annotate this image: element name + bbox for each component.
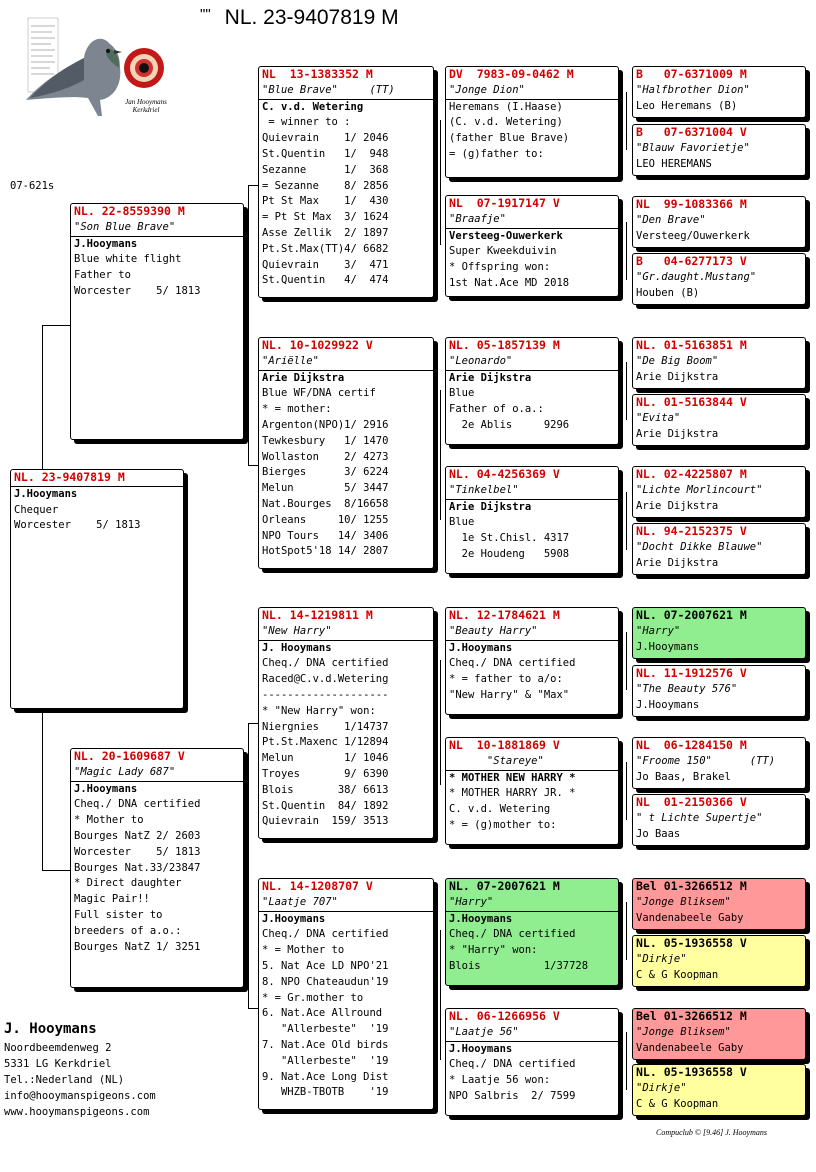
info-line: = winner to :	[262, 116, 351, 129]
info-line: Cheq./ DNA certified	[262, 657, 389, 670]
pigeon-name: "Beauty Harry"	[446, 624, 618, 641]
ring-number: NL 99-1083366 M	[636, 197, 747, 211]
owner-line: Arie Dijkstra	[449, 371, 532, 384]
connector	[440, 120, 441, 245]
connector	[248, 185, 258, 186]
owner-line: J. Hooymans	[262, 641, 332, 654]
info-line: * Mother to	[74, 814, 144, 827]
connector	[42, 712, 43, 870]
info-line: Pt.St.Maxenc 1/12894	[262, 736, 389, 749]
info-line: * "Harry" won:	[449, 944, 538, 957]
owner-line: J.Hooymans	[74, 782, 138, 795]
info-line: Blue	[449, 516, 475, 529]
info-line: * Direct daughter	[74, 877, 182, 890]
connector	[42, 325, 70, 326]
ring-number: B 07-6371009 M	[636, 67, 747, 81]
info-line: St.Quentin 4/ 474	[262, 274, 389, 287]
ring-number: NL. 11-1912576 V	[636, 666, 747, 680]
info-line: Niergnies 1/14737	[262, 720, 389, 733]
g4-card-13	[632, 878, 806, 930]
g4-card-10	[632, 665, 806, 717]
dam-sire-card	[258, 607, 434, 839]
g4-card-12	[632, 794, 806, 846]
ring-number: NL. 01-5163844 V	[636, 395, 747, 409]
ring-number: NL. 01-5163851 M	[636, 338, 747, 352]
info-line: "New Harry" & "Max"	[449, 688, 570, 701]
ssd-card	[445, 195, 619, 297]
info-line: C. v.d. Wetering	[449, 803, 551, 816]
info-line: 2e Houdeng 5908	[449, 547, 570, 560]
info-line: Worcester 5/ 1813	[74, 845, 201, 858]
info-line: 8. NPO Chateaudun'19	[262, 975, 389, 988]
title-quotes: ""	[200, 6, 211, 23]
info-line: 6. Nat.Ace Allround	[262, 1007, 383, 1020]
ring-number: NL 13-1383352 M	[262, 67, 373, 81]
email-link[interactable]: info@hooymanspigeons.com	[4, 1090, 156, 1102]
dsd-card	[445, 737, 619, 845]
ring-number: B 04-6277173 V	[636, 254, 747, 268]
pedigree-title	[200, 6, 399, 30]
owner-line: J.Hooymans	[14, 487, 78, 500]
pigeon-name: "Halfbrother Dion"	[636, 83, 750, 96]
g4-card-16	[632, 1064, 806, 1116]
owner-line: * MOTHER NEW HARRY *	[449, 771, 576, 784]
info-line: = Pt St Max 3/ 1624	[262, 211, 389, 224]
info-line: (C. v.d. Wetering)	[449, 116, 563, 129]
owner-line: Jo Baas, Brakel	[636, 770, 731, 783]
info-line: NPO Tours 14/ 3406	[262, 529, 389, 542]
ring-number: NL. 02-4225807 M	[636, 467, 747, 481]
info-line: "Allerbeste" '19	[262, 1054, 389, 1067]
pigeon-name: "Leonardo"	[446, 354, 618, 371]
info-line: = (g)father to:	[449, 147, 544, 160]
dam-dam-card	[258, 878, 434, 1110]
info-line: 1st Nat.Ace MD 2018	[449, 276, 570, 289]
owner-line: Houben (B)	[636, 286, 700, 299]
connector	[626, 362, 627, 420]
owner-line: C & G Koopman	[636, 1097, 719, 1110]
connector	[440, 660, 441, 785]
ring-number: NL. 07-2007621 M	[636, 608, 747, 622]
sire-sire-card	[258, 66, 434, 298]
owner-line: J.Hooymans	[262, 912, 326, 925]
info-line: Bourges Nat.33/23847	[74, 861, 201, 874]
ring-number: NL. 22-8559390 M	[74, 204, 185, 218]
connector	[626, 92, 627, 150]
ring-number: NL. 04-4256369 V	[449, 467, 560, 481]
sds-card	[445, 337, 619, 445]
owner-line: Leo Heremans (B)	[636, 99, 738, 112]
g4-card-14	[632, 935, 806, 987]
pigeon-name: "Harry"	[636, 624, 681, 637]
g4-card-15	[632, 1008, 806, 1060]
ring-number: NL. 12-1784621 M	[449, 608, 560, 622]
info-line: Melun 1/ 1046	[262, 752, 389, 765]
info-line: Quievrain 159/ 3513	[262, 815, 389, 828]
ring-number: Bel 01-3266512 M	[636, 1009, 747, 1023]
connector	[248, 1008, 258, 1009]
connector	[42, 870, 70, 871]
info-line: 2e Ablis 9296	[449, 418, 570, 431]
owner-line: LEO HEREMANS	[636, 157, 712, 170]
pigeon-logo	[22, 14, 170, 126]
pigeon-name: "Gr.daught.Mustang"	[636, 270, 757, 283]
connector	[42, 325, 43, 470]
info-line: Cheq./ DNA certified	[74, 798, 201, 811]
connector	[626, 632, 627, 690]
info-line: Sezanne 1/ 368	[262, 163, 389, 176]
ring-number: NL. 23-9407819 M	[11, 470, 183, 487]
pigeon-name: "New Harry"	[259, 624, 433, 641]
owner-line: J.Hooymans	[449, 912, 513, 925]
ring-number: NL 01-2150366 V	[636, 795, 747, 809]
info-line: breeders of a.o.:	[74, 924, 182, 937]
pigeon-name: "Dirkje"	[636, 1081, 687, 1094]
info-line: Father to	[74, 269, 131, 282]
info-line: NPO Salbris 2/ 7599	[449, 1089, 576, 1102]
owner-line: Arie Dijkstra	[449, 500, 532, 513]
ring-number: NL. 94-2152375 V	[636, 524, 747, 538]
info-line: Bierges 3/ 6224	[262, 466, 389, 479]
info-line: Cheq./ DNA certified	[262, 928, 389, 941]
owner-line: C & G Koopman	[636, 968, 719, 981]
sire-card	[70, 203, 244, 440]
owner-line: Vandenabeele Gaby	[636, 1041, 744, 1054]
ring-number: NL 06-1284150 M	[636, 738, 747, 752]
info-line: St.Quentin 1/ 948	[262, 147, 389, 160]
connector	[626, 902, 627, 960]
g4-card-7	[632, 466, 806, 518]
owner-line: Arie Dijkstra	[636, 556, 719, 569]
info-line: Magic Pair!!	[74, 893, 150, 906]
info-line: (father Blue Brave)	[449, 132, 570, 145]
info-line: Worcester 5/ 1813	[74, 284, 201, 297]
owner-line: Jo Baas	[636, 827, 681, 840]
pigeon-name: "Jonge Bliksem"	[636, 1025, 731, 1038]
pigeon-name: "Ariëlle"	[259, 354, 433, 371]
dam-card	[70, 748, 244, 988]
owner-line: J.Hooymans	[449, 641, 513, 654]
info-line: Nat.Bourges 8/16658	[262, 497, 389, 510]
info-line: * Laatje 56 won:	[449, 1074, 551, 1087]
connector	[626, 1032, 627, 1090]
pigeon-name: "Blue Brave" (TT)	[259, 83, 433, 100]
info-line: Tewkesbury 1/ 1470	[262, 434, 389, 447]
info-line: Heremans (I.Haase)	[449, 100, 563, 113]
info-line: 7. Nat.Ace Old birds	[262, 1038, 389, 1051]
ring-number: NL. 07-2007621 M	[449, 879, 560, 893]
owner-line: Arie Dijkstra	[262, 371, 345, 384]
g4-card-3	[632, 196, 806, 248]
owner-line: J.Hooymans	[636, 698, 700, 711]
sss-card	[445, 66, 619, 178]
info-line: Blue WF/DNA certif	[262, 387, 376, 400]
pigeon-name: "Jonge Bliksem"	[636, 895, 731, 908]
subject-card	[10, 469, 184, 709]
info-line: Blois 1/37728	[449, 959, 589, 972]
ring-number: NL. 06-1266956 V	[449, 1009, 560, 1023]
logo-caption: Jan Hooymans Kerkdriel	[125, 98, 167, 114]
g4-card-1	[632, 66, 806, 118]
info-line: HotSpot5'18 14/ 2807	[262, 545, 389, 558]
pigeon-name: "Magic Lady 687"	[71, 765, 243, 782]
ring-number: NL. 14-1219811 M	[262, 608, 373, 622]
address-line: Noordbeemdenweg 2	[4, 1042, 112, 1054]
owner-line: C. v.d. Wetering	[262, 100, 364, 113]
info-line: Bourges NatZ 2/ 2603	[74, 829, 201, 842]
ring-number: Bel 01-3266512 M	[636, 879, 747, 893]
g4-card-2	[632, 124, 806, 176]
ring-number: NL 07-1917147 V	[449, 196, 560, 210]
sdd-card	[445, 466, 619, 574]
ring-number: NL. 10-1029922 V	[262, 338, 373, 352]
owner-line: Vandenabeele Gaby	[636, 911, 744, 924]
connector	[626, 762, 627, 820]
info-line: Blue	[449, 387, 475, 400]
dss-card	[445, 607, 619, 715]
owner-line: Arie Dijkstra	[636, 427, 719, 440]
title-ring: NL. 23-9407819 M	[224, 6, 399, 29]
info-line: Cheq./ DNA certified	[449, 1058, 576, 1071]
owner-line: Arie Dijkstra	[636, 370, 719, 383]
pigeon-name: "Harry"	[446, 895, 618, 912]
g4-card-6	[632, 394, 806, 446]
info-line: Asse Zellik 2/ 1897	[262, 226, 389, 239]
connector	[248, 185, 249, 465]
g4-card-5	[632, 337, 806, 389]
connector	[440, 390, 441, 520]
connector	[626, 222, 627, 280]
ring-number: B 07-6371004 V	[636, 125, 747, 139]
info-line: Pt St Max 1/ 430	[262, 195, 389, 208]
info-line: Melun 5/ 3447	[262, 482, 389, 495]
info-line: Raced@C.v.d.Wetering	[262, 673, 389, 686]
sire-dam-card	[258, 337, 434, 569]
pigeon-name: "Froome 150" (TT)	[636, 754, 776, 767]
footer-credit: Compuclub © [9.46] J. Hooymans	[656, 1128, 767, 1137]
pigeon-name: "Laatje 707"	[259, 895, 433, 912]
pigeon-name: "De Big Boom"	[636, 354, 719, 367]
info-line: Cheq./ DNA certified	[449, 928, 576, 941]
info-line: Bourges NatZ 1/ 3251	[74, 940, 201, 953]
ring-number: NL 10-1881869 V	[449, 738, 560, 752]
info-line: Quievrain 1/ 2046	[262, 132, 389, 145]
info-line: Super Kweekduivin	[449, 245, 557, 258]
g4-card-8	[632, 523, 806, 575]
pigeon-name: " t Lichte Supertje"	[636, 811, 763, 824]
info-line: Quievrain 3/ 471	[262, 258, 389, 271]
info-line: Pt.St.Max(TT)4/ 6682	[262, 242, 389, 255]
ring-number: NL. 05-1857139 M	[449, 338, 560, 352]
g4-card-9	[632, 607, 806, 659]
address-line: 5331 LG Kerkdriel	[4, 1058, 112, 1070]
info-line: --------------------	[262, 688, 389, 701]
info-line: * "New Harry" won:	[262, 704, 376, 717]
pigeon-name: "Dirkje"	[636, 952, 687, 965]
info-line: * = Mother to	[262, 944, 345, 957]
info-line: 5. Nat Ace LD NPO'21	[262, 959, 389, 972]
ring-number: NL. 05-1936558 V	[636, 1065, 747, 1079]
pigeon-name: "Evita"	[636, 411, 681, 424]
owner-line: Versteeg-Ouwerkerk	[449, 229, 563, 242]
info-line: * = Gr.mother to	[262, 991, 364, 1004]
website-link[interactable]: www.hooymanspigeons.com	[4, 1106, 150, 1118]
pigeon-name: "Stareye"	[446, 754, 618, 771]
dds-card	[445, 878, 619, 986]
ddd-card	[445, 1008, 619, 1116]
info-line: "Allerbeste" '19	[262, 1023, 389, 1036]
ring-number: NL. 20-1609687 V	[74, 749, 185, 763]
info-line: * Offspring won:	[449, 261, 551, 274]
pigeon-name: "Jonge Dion"	[446, 83, 618, 100]
info-line: Cheq./ DNA certified	[449, 657, 576, 670]
pigeon-name: "Son Blue Brave"	[71, 220, 243, 237]
pigeon-name: "Docht Dikke Blauwe"	[636, 540, 763, 553]
info-line: WHZB-TBOTB '19	[262, 1086, 389, 1099]
info-line: Blois 38/ 6613	[262, 783, 389, 796]
info-line: Worcester 5/ 1813	[14, 519, 141, 532]
pigeon-name: "The Beauty 576"	[636, 682, 738, 695]
ring-number: NL. 14-1208707 V	[262, 879, 373, 893]
pigeon-name: "Braafje"	[446, 212, 618, 229]
g4-card-11	[632, 737, 806, 789]
owner-line: Arie Dijkstra	[636, 499, 719, 512]
info-line: Blue white flight	[74, 253, 182, 266]
pigeon-name: "Laatje 56"	[446, 1025, 618, 1042]
info-line: 1e St.Chisl. 4317	[449, 532, 570, 545]
breeder-name: J. Hooymans	[4, 1021, 97, 1037]
info-line: = Sezanne 8/ 2856	[262, 179, 389, 192]
info-line: Father of o.a.:	[449, 403, 544, 416]
ring-number: DV 7983-09-0462 M	[449, 67, 574, 81]
info-line: Orleans 10/ 1255	[262, 513, 389, 526]
info-line: * MOTHER HARRY JR. *	[449, 787, 576, 800]
connector	[248, 723, 258, 724]
owner-line: Versteeg/Ouwerkerk	[636, 229, 750, 242]
connector	[248, 465, 258, 466]
pigeon-name: "Tinkelbel"	[446, 483, 618, 500]
info-line: Chequer	[14, 503, 59, 516]
info-line: Wollaston 2/ 4273	[262, 450, 389, 463]
info-line: * = father to a/o:	[449, 673, 563, 686]
ring-number: NL. 05-1936558 V	[636, 936, 747, 950]
connector	[248, 723, 249, 1008]
connector	[626, 492, 627, 550]
owner-line: J.Hooymans	[74, 237, 138, 250]
owner-line: J.Hooymans	[449, 1042, 513, 1055]
info-line: * = (g)mother to:	[449, 818, 557, 831]
info-line: Full sister to	[74, 908, 163, 921]
g4-card-4	[632, 253, 806, 305]
info-line: 9. Nat.Ace Long Dist	[262, 1070, 389, 1083]
pedigree-code: 07-621s	[10, 180, 55, 192]
phone-line: Tel.:Nederland (NL)	[4, 1074, 125, 1086]
pigeon-name: "Den Brave"	[636, 213, 706, 226]
breeder-address	[4, 1018, 156, 1120]
pigeon-name: "Lichte Morlincourt"	[636, 483, 763, 496]
connector	[440, 930, 441, 1060]
pigeon-name: "Blauw Favorietje"	[636, 141, 750, 154]
info-line: Troyes 9/ 6390	[262, 767, 389, 780]
info-line: Argenton(NPO)1/ 2916	[262, 418, 389, 431]
info-line: St.Quentin 84/ 1892	[262, 799, 389, 812]
owner-line: J.Hooymans	[636, 640, 700, 653]
info-line: * = mother:	[262, 403, 332, 416]
